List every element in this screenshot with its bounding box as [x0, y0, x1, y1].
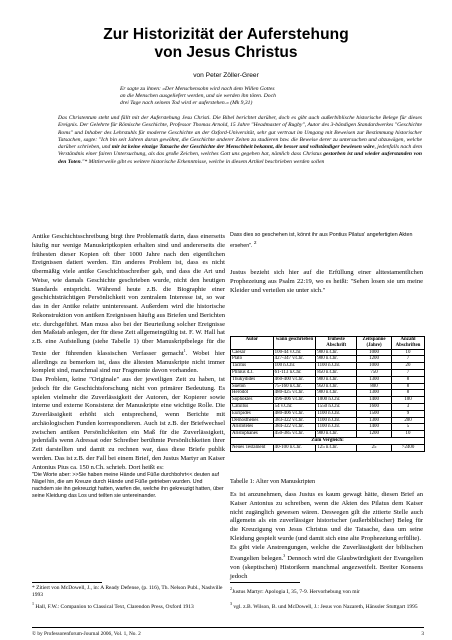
column-header: Autor — [231, 337, 274, 350]
paragraph: Das Problem, keine "Originale" aus der jeweiligen Zeit zu haben, ist jedoch für die Geschichtsforschung nicht von primärer Bedeutung. Es spielen vielmehr die Zuverlässigkeit der Autoren, der Kopierer sowie interne und externe Konsistenz der Manuskripte eine wichtige Rolle. Die Zuverlässigkeit erhöht sich entsprechend, wenn Berichte mit archäologischen Funden korrespondieren. Auch ist z.B. der Briefwechsel zwischen antiken Persönlichkeiten ein Maß für die Zuverlässigkeit, jedenfalls wenn Adressat oder Schreiber berühmte Persönlichkeiten ihrer Zeit darstellten und damit zu rechnen war, dass diese Briefe publik werden. Das ist z.B. der Fall bei einem Brief, den Justus Martyr an Kaiser Antonius Pius ca. 150 n.Ch. schrieb. Dort heißt es: — [32, 376, 225, 471]
table-cell: 1300 — [357, 417, 392, 424]
table-cell: 950 n.Chr. — [316, 383, 357, 390]
continued-quote-text: Dass dies so geschehen ist, könnt ihr aus Pontius Pilatus' angefertigten Akten ersehen". — [230, 232, 413, 249]
page-footer — [32, 631, 424, 637]
footnote-mark: 3 — [230, 601, 232, 606]
table-cell: 384-322 v.Chr. — [273, 424, 316, 431]
table-cell: Plato — [231, 356, 274, 363]
table-row — [231, 444, 425, 451]
table-cell: 125 n.Chr. — [316, 444, 357, 451]
table-cell: 9 — [391, 410, 424, 417]
footnote-ref: 1 — [183, 347, 186, 353]
table-cell: 900 n.Chr. — [316, 390, 357, 397]
table-cell: Euripides — [231, 410, 274, 417]
footnote-mark: 2 — [230, 586, 232, 591]
table-cell: 1100 n.Chr. — [316, 363, 357, 370]
abstract-part-3: ."* Mittlerweile gibt es weitere historische Erkenntnisse, welche in diesem Artikel beschrieben werden sollen — [80, 158, 325, 165]
column-header: Zeitspanne (Jahre) — [357, 337, 392, 350]
footnote-text: Justus Martyr: Apologia I, 35, 7-9. Hervorhebung von mir — [232, 588, 360, 595]
table-cell: 54 v.Chr. — [273, 403, 316, 410]
footnote — [32, 600, 224, 611]
table-cell: Herodot — [231, 390, 274, 397]
table-cell: 1500 — [357, 410, 392, 417]
table-cell: Sueton — [231, 383, 274, 390]
paragraph: Justus bezieht sich hier auf die Erfüllung einer alttestamentlichen Prophezeiung aus Psalm 22:19, wo es heißt: "Sehen losen sie um meine Kleider und verteilen sie unter sich." — [230, 269, 423, 294]
table-cell: 25 — [357, 444, 392, 451]
table-row — [231, 363, 425, 370]
footnote — [230, 600, 423, 611]
table-cell: 7 — [391, 356, 424, 363]
table-cell: 1550 n.Chr. — [316, 403, 357, 410]
table-cell: >2400 — [391, 444, 424, 451]
paragraph — [230, 544, 423, 582]
table-cell: 8 — [391, 376, 424, 383]
table-cell: 1100 n.Chr. — [316, 410, 357, 417]
table-cell: 1600 — [357, 403, 392, 410]
title-line-2: von Jesus Christus — [154, 44, 298, 61]
footnote-text: vgl. z.B. Wilson, B. und McDowell, J.: Jesus von Nazareth, Hänssler Stuttgart 1995 — [233, 603, 418, 610]
footer-copyright: © by Professorenforum-Journal 2006, Vol. 1, No. 2 — [32, 631, 141, 637]
table-cell: Sophokles — [231, 397, 274, 404]
table-cell: 8 — [391, 383, 424, 390]
footnote-ref: 3 — [283, 553, 286, 559]
paragraph-text: Antike Geschichtsschreibung birgt ihre Problematik darin, dass einerseits häufig nur wenige Manuskriptkopien erhalten sind und andererseits die frühesten dieser Kopien oft über 1000 Jahre nach den eigentlichen Ereignissen datiert werden. Ein anderes Problem ist, dass es nicht übermäßig viele antike Geschichtsschreiber gab, und dass die Art und Weise, wie damals Geschichte geschrieben wurde, nicht den heutigen Standards entspricht. Während heute z.B. die Biographie einer geschichtsträchtigen Persönlichkeit von zentralem Interesse ist, so war das in der Antike relativ uninteressant. Außerdem wird die historische Rekonstruktion von antiken Ereignissen häufig aus Briefen und Berichten etc. durchgeführt. Man muss also bei der Beurteilung solcher Ereignisse den Maßstab anlegen, der für diese Zeit allgemeingültig ist. F. W. Hall hat z.B. eine Aufstellung (siehe Tabelle 1) über Manuskriptbelege für die Texte der führenden klassischen Verfasser gemacht — [32, 233, 225, 357]
table-cell: 40-100 n.Chr. — [273, 444, 316, 451]
table-cell: Caesar — [231, 349, 274, 356]
table-cell: 450-385 v.Chr. — [273, 431, 316, 438]
table-cell: Demosthenes — [231, 417, 274, 424]
right-column-intro — [230, 269, 423, 295]
table-caption: Tabelle 1: Alter von Manuskripten — [230, 478, 316, 485]
table-header-row — [231, 337, 425, 350]
table-cell: Thukydides — [231, 376, 274, 383]
table-cell: 900 n.Chr. — [316, 431, 357, 438]
column-header: wann geschrieben — [273, 337, 316, 350]
abstract-bold-2: gestorben ist und wieder auferstanden von den Toten — [58, 151, 423, 165]
footnote-ref: 2 — [253, 240, 257, 246]
table-cell: 20 — [391, 363, 424, 370]
table-cell: 10 — [391, 431, 424, 438]
table-cell: 7 — [391, 369, 424, 376]
paragraph — [32, 233, 225, 376]
table-cell: Aristoteles — [231, 424, 274, 431]
paragraph-text: Es gibt viele Anstrengungen, welche die Zuverlässigkeit der biblischen Evangelien belegen. — [230, 543, 423, 563]
table-cell: 61-113 n.Chr. — [273, 369, 316, 376]
table-cell: 383-322 v.Chr. — [273, 417, 316, 424]
table-cell: Aristophanes — [231, 431, 274, 438]
table-cell: Plinius d.J. — [231, 369, 274, 376]
footnote-divider — [230, 582, 300, 583]
table-cell: 10 — [391, 349, 424, 356]
table-row — [231, 410, 425, 417]
table-cell: Tacitus — [231, 363, 274, 370]
footnote-mark: * — [32, 585, 35, 591]
table-cell: 1300 — [357, 390, 392, 397]
abstract — [58, 115, 422, 166]
column-header: früheste Abschrift — [316, 337, 357, 350]
footnote-mark: 1 — [32, 601, 34, 606]
table-row — [231, 390, 425, 397]
table-row — [231, 369, 425, 376]
page-number: 3 — [421, 631, 424, 637]
table-cell: 1300 — [357, 376, 392, 383]
abstract-part-1: Das Christentum steht und fällt mit der Auferstehung Jesu Christi. Die Bibel berichtet darüber, doch es gibt auch außerbiblische historische Belege für dieses Ereignis. Der Gelehrte für Römische Geschichte, Professor Thomas Arnold, 15 Jahre "Headmaster of Rugby", Autor des 3-bändigen Standardwerkes "Geschichte Roms" und Inhaber des Lehrstuhls für moderne Geschichte an der Oxford-Universität, sehr gut vertraut im Umgang mit Beweisen zur Bestimmung historischer Tatsachen, sagte: "Ich bin seit Jahren daran gewöhnt, die Geschichte anderer Zeiten zu studieren bzw. die Beweise derer zu untersuchen und abzuwägen, welche darüber schrieben, und — [58, 115, 422, 151]
epigraph-line: drei Tage nach seinem Tod wird er auferstehen.« (Mk 9,31) — [120, 100, 253, 107]
table-cell: 800 — [357, 383, 392, 390]
table-cell: 5 — [391, 424, 424, 431]
paragraph-text: Dennoch wird die Glaubwürdigkeit der Evangelien von (skeptischen) Historikern manchmal angezweifelt. Breiter Konsens jedoch — [230, 555, 423, 580]
table-cell: 100-44 v.Chr. — [273, 349, 316, 356]
epigraph-line: Er sagte zu ihnen: »Der Menschensohn wird nach dem Willen Gottes — [120, 86, 275, 92]
table-row — [231, 397, 425, 404]
table-row — [231, 349, 425, 356]
epigraph-quote — [120, 86, 420, 108]
table-cell: 100 — [391, 397, 424, 404]
table-cell: 1200 — [357, 431, 392, 438]
table-row — [231, 403, 425, 410]
footnote — [230, 585, 423, 596]
table-cell: 200 — [391, 417, 424, 424]
table-row — [231, 383, 425, 390]
table-cell: 750 — [357, 369, 392, 376]
right-column-body — [230, 491, 423, 582]
table-cell: 460-400 v.Chr. — [273, 376, 316, 383]
table-cell: 8 — [391, 390, 424, 397]
paragraph: Es ist anzunehmen, dass Justus es kaum gewagt hätte, diesen Brief an Kaiser Antonius zu schreiben, wenn die Akten des Pilatus dem Kaiser nicht zugänglich gewesen wären. Deswegen gilt die zitierte Stelle auch allgemein als ein zuverlässiger historischer (außerbiblischer) Beleg für die Kreuzigung von Jesus Christus und die Tatsache, dass um seine Kleidung gespielt wurde (und damit sich eine alte Prophezeiung erfüllte). — [230, 491, 423, 542]
footnote-divider — [32, 582, 102, 583]
manuscript-table — [230, 336, 425, 452]
table-cell: 75-160 n.Chr. — [273, 383, 316, 390]
table-cell: 480-425 v.Chr. — [273, 390, 316, 397]
table-cell: 480-406 v.Chr. — [273, 410, 316, 417]
table-row — [231, 417, 425, 424]
table-cell: 100 n.Chr. — [273, 363, 316, 370]
table-cell: 900 n.Chr. — [316, 349, 357, 356]
table-cell: 1200 — [357, 356, 392, 363]
table-cell: 900 n.Chr. — [316, 376, 357, 383]
table-cell: 1100 n.Chr. — [316, 424, 357, 431]
footnote-text: Hall, F.W.: Companion to Classical Text, Clarendon Press, Oxford 1913 — [35, 603, 194, 610]
abstract-bold-1: mir ist keine einzige Tatsache der Geschichte der Menschheit bekannt, die besser und vollständiger bewiesen wäre — [111, 144, 375, 151]
footnote — [32, 585, 224, 599]
column-header: Anzahl Abschriften — [391, 337, 424, 350]
table-cell: 1000 — [357, 349, 392, 356]
table-cell: Catullus — [231, 403, 274, 410]
paragraph-text: . Wobei hier allerdings zu bemerken ist, dass die ältesten Manuskripte nicht immer komplett sind, manchmal sind nur Fragmente davon vorhanden. — [32, 349, 225, 375]
footnote-text: Zitiert von McDowell, J., in: A Ready Defense, (p. 116), Th. Nelson Publ., Nashville 1993 — [32, 585, 223, 598]
table-row — [231, 431, 425, 438]
table-cell: 3 — [391, 403, 424, 410]
indented-quote: "Die Worte aber: >>Sie haben meine Hände und Füße durchbohrt<< deuten auf Nägel hin, die am Kreuze durch Hände und Füße getrieben wurden. Und nachdem sie ihn gekreuzigt hatten, warfen die, welche ihn gekreuzigt hatten, über seine Kleidung das Los und teilten sie untereinander. — [32, 472, 224, 500]
footer-divider — [32, 627, 424, 628]
table-body — [231, 349, 425, 451]
comparison-label: Zum Vergleich: — [231, 437, 425, 444]
table-cell: 1400 — [357, 424, 392, 431]
epigraph-line: an die Menschen ausgeliefert werden, und sie werden ihn töten. Doch — [120, 93, 276, 100]
table-row — [231, 356, 425, 363]
author-line: von Peter Zöller-Greer — [193, 72, 259, 79]
table-cell: 900 n.Chr. — [316, 356, 357, 363]
table-row — [231, 376, 425, 383]
abstract-part-2: , jedenfalls nach dem Verständnis einer fairen Untersuchung, als das große Zeichen, welches Gott uns gegeben hat, nämlich dass Christus — [58, 144, 423, 158]
table-row — [231, 437, 425, 444]
title-line-1: Zur Historizität der Auferstehung — [103, 26, 349, 43]
table-cell: 496-406 v.Chr. — [273, 397, 316, 404]
left-column — [32, 233, 225, 500]
table-cell: 427-347 v.Chr. — [273, 356, 316, 363]
table-cell: 850 n.Chr. — [316, 369, 357, 376]
table-row — [231, 424, 425, 431]
table-cell: 1000 — [357, 363, 392, 370]
table-cell: Neues Testament — [231, 444, 274, 451]
continued-quote — [230, 232, 420, 250]
table-cell: 1000 n.Chr. — [316, 397, 357, 404]
table-cell: 1400 — [357, 397, 392, 404]
table-cell: 1100 n.Chr. — [316, 417, 357, 424]
